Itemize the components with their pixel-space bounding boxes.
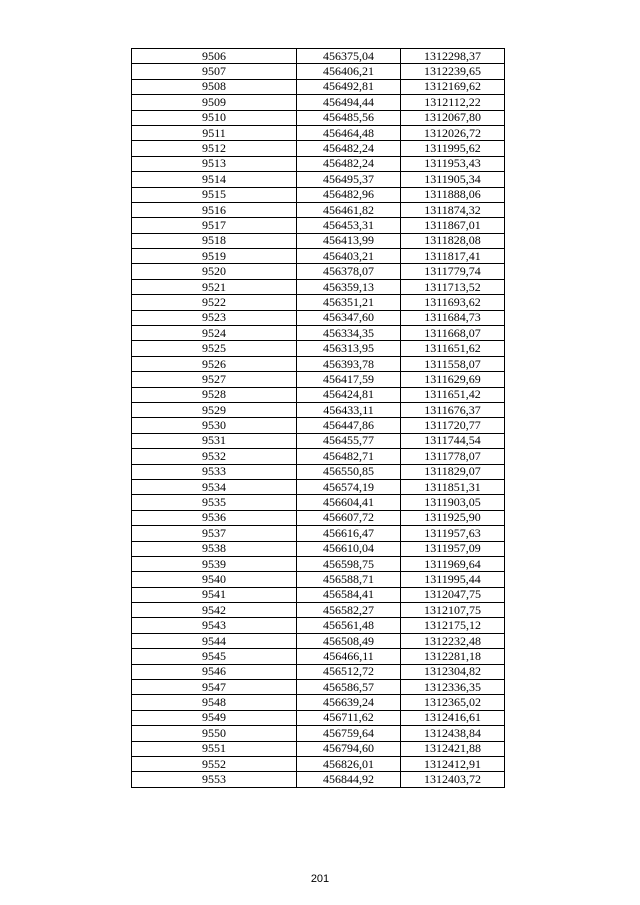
y-coordinate-cell: 1311778,07 bbox=[401, 449, 505, 464]
table-row bbox=[132, 172, 505, 187]
point-number-cell: 9541 bbox=[132, 587, 297, 602]
y-coordinate-cell: 1312336,35 bbox=[401, 680, 505, 695]
y-coordinate-cell: 1311629,69 bbox=[401, 372, 505, 387]
x-coordinate-cell: 456844,92 bbox=[297, 772, 401, 787]
point-number-cell: 9511 bbox=[132, 125, 297, 140]
table-row bbox=[132, 449, 505, 464]
x-coordinate-cell: 456492,81 bbox=[297, 79, 401, 94]
y-coordinate-cell: 1311676,37 bbox=[401, 402, 505, 417]
table-row bbox=[132, 402, 505, 417]
x-coordinate-cell: 456482,71 bbox=[297, 449, 401, 464]
y-coordinate-cell: 1311925,90 bbox=[401, 510, 505, 525]
table-row bbox=[132, 79, 505, 94]
x-coordinate-cell: 456351,21 bbox=[297, 295, 401, 310]
table-row bbox=[132, 418, 505, 433]
x-coordinate-cell: 456466,11 bbox=[297, 649, 401, 664]
point-number-cell: 9551 bbox=[132, 741, 297, 756]
point-number-cell: 9539 bbox=[132, 556, 297, 571]
x-coordinate-cell: 456582,27 bbox=[297, 603, 401, 618]
table-row bbox=[132, 741, 505, 756]
table-row bbox=[132, 572, 505, 587]
x-coordinate-cell: 456610,04 bbox=[297, 541, 401, 556]
y-coordinate-cell: 1311851,31 bbox=[401, 479, 505, 494]
coordinates-table bbox=[131, 48, 505, 788]
x-coordinate-cell: 456482,24 bbox=[297, 156, 401, 171]
x-coordinate-cell: 456574,19 bbox=[297, 479, 401, 494]
y-coordinate-cell: 1311957,63 bbox=[401, 526, 505, 541]
y-coordinate-cell: 1311779,74 bbox=[401, 264, 505, 279]
table-row bbox=[132, 464, 505, 479]
point-number-cell: 9532 bbox=[132, 449, 297, 464]
y-coordinate-cell: 1311905,34 bbox=[401, 172, 505, 187]
point-number-cell: 9534 bbox=[132, 479, 297, 494]
x-coordinate-cell: 456417,59 bbox=[297, 372, 401, 387]
point-number-cell: 9507 bbox=[132, 64, 297, 79]
x-coordinate-cell: 456424,81 bbox=[297, 387, 401, 402]
point-number-cell: 9517 bbox=[132, 218, 297, 233]
y-coordinate-cell: 1311817,41 bbox=[401, 249, 505, 264]
table-row bbox=[132, 433, 505, 448]
point-number-cell: 9509 bbox=[132, 95, 297, 110]
point-number-cell: 9546 bbox=[132, 664, 297, 679]
y-coordinate-cell: 1312239,65 bbox=[401, 64, 505, 79]
x-coordinate-cell: 456512,72 bbox=[297, 664, 401, 679]
table-row bbox=[132, 526, 505, 541]
point-number-cell: 9540 bbox=[132, 572, 297, 587]
x-coordinate-cell: 456759,64 bbox=[297, 726, 401, 741]
table-row bbox=[132, 233, 505, 248]
point-number-cell: 9522 bbox=[132, 295, 297, 310]
point-number-cell: 9514 bbox=[132, 172, 297, 187]
table-row bbox=[132, 279, 505, 294]
point-number-cell: 9516 bbox=[132, 202, 297, 217]
point-number-cell: 9533 bbox=[132, 464, 297, 479]
table-row bbox=[132, 156, 505, 171]
x-coordinate-cell: 456403,21 bbox=[297, 249, 401, 264]
y-coordinate-cell: 1311558,07 bbox=[401, 356, 505, 371]
x-coordinate-cell: 456455,77 bbox=[297, 433, 401, 448]
x-coordinate-cell: 456482,96 bbox=[297, 187, 401, 202]
x-coordinate-cell: 456584,41 bbox=[297, 587, 401, 602]
point-number-cell: 9542 bbox=[132, 603, 297, 618]
y-coordinate-cell: 1311903,05 bbox=[401, 495, 505, 510]
point-number-cell: 9543 bbox=[132, 618, 297, 633]
y-coordinate-cell: 1312107,75 bbox=[401, 603, 505, 618]
table-row bbox=[132, 680, 505, 695]
y-coordinate-cell: 1312067,80 bbox=[401, 110, 505, 125]
point-number-cell: 9553 bbox=[132, 772, 297, 787]
y-coordinate-cell: 1311995,62 bbox=[401, 141, 505, 156]
x-coordinate-cell: 456375,04 bbox=[297, 49, 401, 64]
table-row bbox=[132, 64, 505, 79]
table-row bbox=[132, 387, 505, 402]
table-row bbox=[132, 110, 505, 125]
y-coordinate-cell: 1312281,18 bbox=[401, 649, 505, 664]
x-coordinate-cell: 456561,48 bbox=[297, 618, 401, 633]
table-row bbox=[132, 356, 505, 371]
point-number-cell: 9519 bbox=[132, 249, 297, 264]
y-coordinate-cell: 1312421,88 bbox=[401, 741, 505, 756]
table-row bbox=[132, 326, 505, 341]
x-coordinate-cell: 456794,60 bbox=[297, 741, 401, 756]
x-coordinate-cell: 456607,72 bbox=[297, 510, 401, 525]
point-number-cell: 9531 bbox=[132, 433, 297, 448]
point-number-cell: 9510 bbox=[132, 110, 297, 125]
point-number-cell: 9506 bbox=[132, 49, 297, 64]
x-coordinate-cell: 456604,41 bbox=[297, 495, 401, 510]
y-coordinate-cell: 1311957,09 bbox=[401, 541, 505, 556]
y-coordinate-cell: 1311720,77 bbox=[401, 418, 505, 433]
point-number-cell: 9535 bbox=[132, 495, 297, 510]
y-coordinate-cell: 1312304,82 bbox=[401, 664, 505, 679]
x-coordinate-cell: 456453,31 bbox=[297, 218, 401, 233]
x-coordinate-cell: 456826,01 bbox=[297, 756, 401, 771]
x-coordinate-cell: 456413,99 bbox=[297, 233, 401, 248]
point-number-cell: 9544 bbox=[132, 633, 297, 648]
x-coordinate-cell: 456347,60 bbox=[297, 310, 401, 325]
x-coordinate-cell: 456378,07 bbox=[297, 264, 401, 279]
y-coordinate-cell: 1311829,07 bbox=[401, 464, 505, 479]
y-coordinate-cell: 1312026,72 bbox=[401, 125, 505, 140]
x-coordinate-cell: 456495,37 bbox=[297, 172, 401, 187]
table-row bbox=[132, 372, 505, 387]
point-number-cell: 9538 bbox=[132, 541, 297, 556]
y-coordinate-cell: 1312112,22 bbox=[401, 95, 505, 110]
table-row bbox=[132, 664, 505, 679]
table-row bbox=[132, 295, 505, 310]
table-row bbox=[132, 772, 505, 787]
y-coordinate-cell: 1312403,72 bbox=[401, 772, 505, 787]
point-number-cell: 9513 bbox=[132, 156, 297, 171]
point-number-cell: 9521 bbox=[132, 279, 297, 294]
y-coordinate-cell: 1311888,06 bbox=[401, 187, 505, 202]
y-coordinate-cell: 1312416,61 bbox=[401, 710, 505, 725]
table-row bbox=[132, 633, 505, 648]
table-row bbox=[132, 587, 505, 602]
x-coordinate-cell: 456588,71 bbox=[297, 572, 401, 587]
table-row bbox=[132, 479, 505, 494]
y-coordinate-cell: 1311874,32 bbox=[401, 202, 505, 217]
x-coordinate-cell: 456508,49 bbox=[297, 633, 401, 648]
coordinates-table-body bbox=[132, 49, 505, 788]
x-coordinate-cell: 456461,82 bbox=[297, 202, 401, 217]
y-coordinate-cell: 1311693,62 bbox=[401, 295, 505, 310]
y-coordinate-cell: 1312047,75 bbox=[401, 587, 505, 602]
table-row bbox=[132, 495, 505, 510]
y-coordinate-cell: 1312298,37 bbox=[401, 49, 505, 64]
table-row bbox=[132, 541, 505, 556]
point-number-cell: 9552 bbox=[132, 756, 297, 771]
point-number-cell: 9547 bbox=[132, 680, 297, 695]
y-coordinate-cell: 1311651,42 bbox=[401, 387, 505, 402]
x-coordinate-cell: 456550,85 bbox=[297, 464, 401, 479]
point-number-cell: 9550 bbox=[132, 726, 297, 741]
x-coordinate-cell: 456313,95 bbox=[297, 341, 401, 356]
x-coordinate-cell: 456406,21 bbox=[297, 64, 401, 79]
y-coordinate-cell: 1311668,07 bbox=[401, 326, 505, 341]
table-row bbox=[132, 141, 505, 156]
point-number-cell: 9524 bbox=[132, 326, 297, 341]
y-coordinate-cell: 1311651,62 bbox=[401, 341, 505, 356]
x-coordinate-cell: 456359,13 bbox=[297, 279, 401, 294]
page-number: 201 bbox=[310, 873, 330, 885]
point-number-cell: 9527 bbox=[132, 372, 297, 387]
point-number-cell: 9525 bbox=[132, 341, 297, 356]
point-number-cell: 9548 bbox=[132, 695, 297, 710]
y-coordinate-cell: 1311684,73 bbox=[401, 310, 505, 325]
y-coordinate-cell: 1312412,91 bbox=[401, 756, 505, 771]
point-number-cell: 9526 bbox=[132, 356, 297, 371]
point-number-cell: 9529 bbox=[132, 402, 297, 417]
table-row bbox=[132, 710, 505, 725]
y-coordinate-cell: 1311953,43 bbox=[401, 156, 505, 171]
x-coordinate-cell: 456334,35 bbox=[297, 326, 401, 341]
point-number-cell: 9518 bbox=[132, 233, 297, 248]
table-row bbox=[132, 187, 505, 202]
table-row bbox=[132, 341, 505, 356]
point-number-cell: 9508 bbox=[132, 79, 297, 94]
y-coordinate-cell: 1311828,08 bbox=[401, 233, 505, 248]
point-number-cell: 9536 bbox=[132, 510, 297, 525]
y-coordinate-cell: 1311713,52 bbox=[401, 279, 505, 294]
point-number-cell: 9549 bbox=[132, 710, 297, 725]
table-row bbox=[132, 756, 505, 771]
table-row bbox=[132, 726, 505, 741]
y-coordinate-cell: 1311744,54 bbox=[401, 433, 505, 448]
point-number-cell: 9523 bbox=[132, 310, 297, 325]
table-row bbox=[132, 218, 505, 233]
table-row bbox=[132, 510, 505, 525]
point-number-cell: 9520 bbox=[132, 264, 297, 279]
table-row bbox=[132, 264, 505, 279]
x-coordinate-cell: 456598,75 bbox=[297, 556, 401, 571]
table-row bbox=[132, 95, 505, 110]
y-coordinate-cell: 1312438,84 bbox=[401, 726, 505, 741]
point-number-cell: 9515 bbox=[132, 187, 297, 202]
y-coordinate-cell: 1311995,44 bbox=[401, 572, 505, 587]
table-row bbox=[132, 249, 505, 264]
x-coordinate-cell: 456616,47 bbox=[297, 526, 401, 541]
x-coordinate-cell: 456447,86 bbox=[297, 418, 401, 433]
x-coordinate-cell: 456586,57 bbox=[297, 680, 401, 695]
x-coordinate-cell: 456485,56 bbox=[297, 110, 401, 125]
x-coordinate-cell: 456482,24 bbox=[297, 141, 401, 156]
y-coordinate-cell: 1311867,01 bbox=[401, 218, 505, 233]
y-coordinate-cell: 1312169,62 bbox=[401, 79, 505, 94]
table-row bbox=[132, 310, 505, 325]
y-coordinate-cell: 1312365,02 bbox=[401, 695, 505, 710]
table-row bbox=[132, 202, 505, 217]
table-row bbox=[132, 125, 505, 140]
table-row bbox=[132, 649, 505, 664]
point-number-cell: 9530 bbox=[132, 418, 297, 433]
y-coordinate-cell: 1312232,48 bbox=[401, 633, 505, 648]
x-coordinate-cell: 456494,44 bbox=[297, 95, 401, 110]
x-coordinate-cell: 456433,11 bbox=[297, 402, 401, 417]
x-coordinate-cell: 456639,24 bbox=[297, 695, 401, 710]
x-coordinate-cell: 456464,48 bbox=[297, 125, 401, 140]
table-row bbox=[132, 603, 505, 618]
table-row bbox=[132, 695, 505, 710]
point-number-cell: 9528 bbox=[132, 387, 297, 402]
y-coordinate-cell: 1312175,12 bbox=[401, 618, 505, 633]
x-coordinate-cell: 456711,62 bbox=[297, 710, 401, 725]
y-coordinate-cell: 1311969,64 bbox=[401, 556, 505, 571]
point-number-cell: 9537 bbox=[132, 526, 297, 541]
x-coordinate-cell: 456393,78 bbox=[297, 356, 401, 371]
table-row bbox=[132, 49, 505, 64]
point-number-cell: 9512 bbox=[132, 141, 297, 156]
table-row bbox=[132, 618, 505, 633]
table-row bbox=[132, 556, 505, 571]
point-number-cell: 9545 bbox=[132, 649, 297, 664]
